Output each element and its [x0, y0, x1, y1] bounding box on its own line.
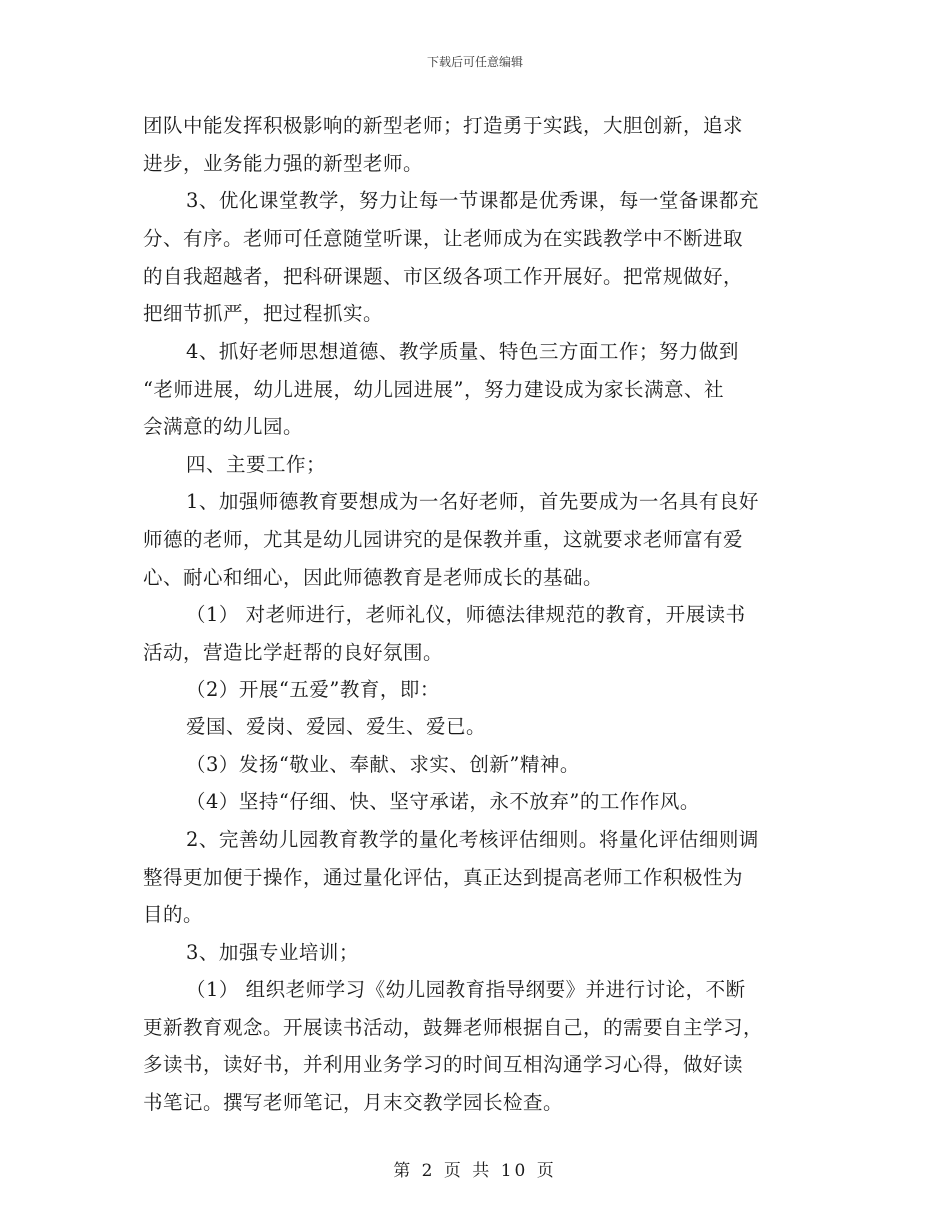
body-line: 团队中能发挥积极影响的新型老师；打造勇于实践，大胆创新，追求 [143, 114, 744, 137]
body-line: （1） 对老师进行，老师礼仪，师德法律规范的教育，开展读书 [186, 603, 746, 626]
body-line: （1） 组织老师学习《幼儿园教育指导纲要》并进行讨论，不断 [186, 978, 746, 1001]
body-line: 整得更加便于操作，通过量化评估，真正达到提高老师工作积极性为 [143, 866, 744, 889]
body-line: （3）发扬“敬业、奉献、求实、创新”精神。 [186, 753, 580, 776]
body-line: 进步，业务能力强的新型老师。 [143, 152, 424, 175]
body-line: （4）坚持“仔细、快、坚守承诺，永不放弃”的工作作风。 [186, 790, 700, 813]
body-line: 师德的老师，尤其是幼儿园讲究的是保教并重，这就要求老师富有爱 [143, 528, 744, 551]
body-line: 会满意的幼儿园。 [143, 415, 304, 438]
body-line: 目的。 [143, 903, 204, 926]
section-heading: 3、加强专业培训； [186, 941, 359, 964]
body-line: 的自我超越者，把科研课题、市区级各项工作开展好。把常规做好， [143, 265, 744, 288]
body-line: 更新教育观念。开展读书活动，鼓舞老师根据自己，的需要自主学习， [143, 1016, 764, 1039]
page-header: 下载后可任意编辑 [426, 55, 523, 69]
body-line: 活动，营造比学赶帮的良好氛围。 [143, 641, 444, 664]
body-line: 把细节抓严，把过程抓实。 [143, 302, 384, 325]
body-line: 1、加强师德教育要想成为一名好老师，首先要成为一名具有良好 [186, 490, 759, 513]
body-line: 心、耐心和细心，因此师德教育是老师成长的基础。 [143, 566, 604, 589]
body-line: “老师进展，幼儿进展，幼儿园进展”，努力建设成为家长满意、社 [143, 378, 724, 401]
body-line: 书笔记。撰写老师笔记，月末交教学园长检查。 [143, 1091, 564, 1114]
page-footer: 第 2 页 共 10 页 [393, 1161, 557, 1181]
body-line: 分、有序。老师可任意随堂听课，让老师成为在实践教学中不断进取 [143, 227, 744, 250]
body-line: 爱国、爱岗、爱园、爱生、爱已。 [186, 715, 487, 738]
section-heading: 四、主要工作； [186, 453, 327, 476]
body-line: 多读书，读好书，并利用业务学习的时间互相沟通学习心得，做好读 [143, 1053, 744, 1076]
body-line: 2、完善幼儿园教育教学的量化考核评估细则。将量化评估细则调 [186, 828, 759, 851]
body-line: 4、抓好老师思想道德、教学质量、特色三方面工作；努力做到 [186, 340, 739, 363]
body-line: （2）开展“五爱”教育，即： [186, 678, 440, 701]
body-line: 3、优化课堂教学，努力让每一节课都是优秀课，每一堂备课都充 [186, 189, 759, 212]
